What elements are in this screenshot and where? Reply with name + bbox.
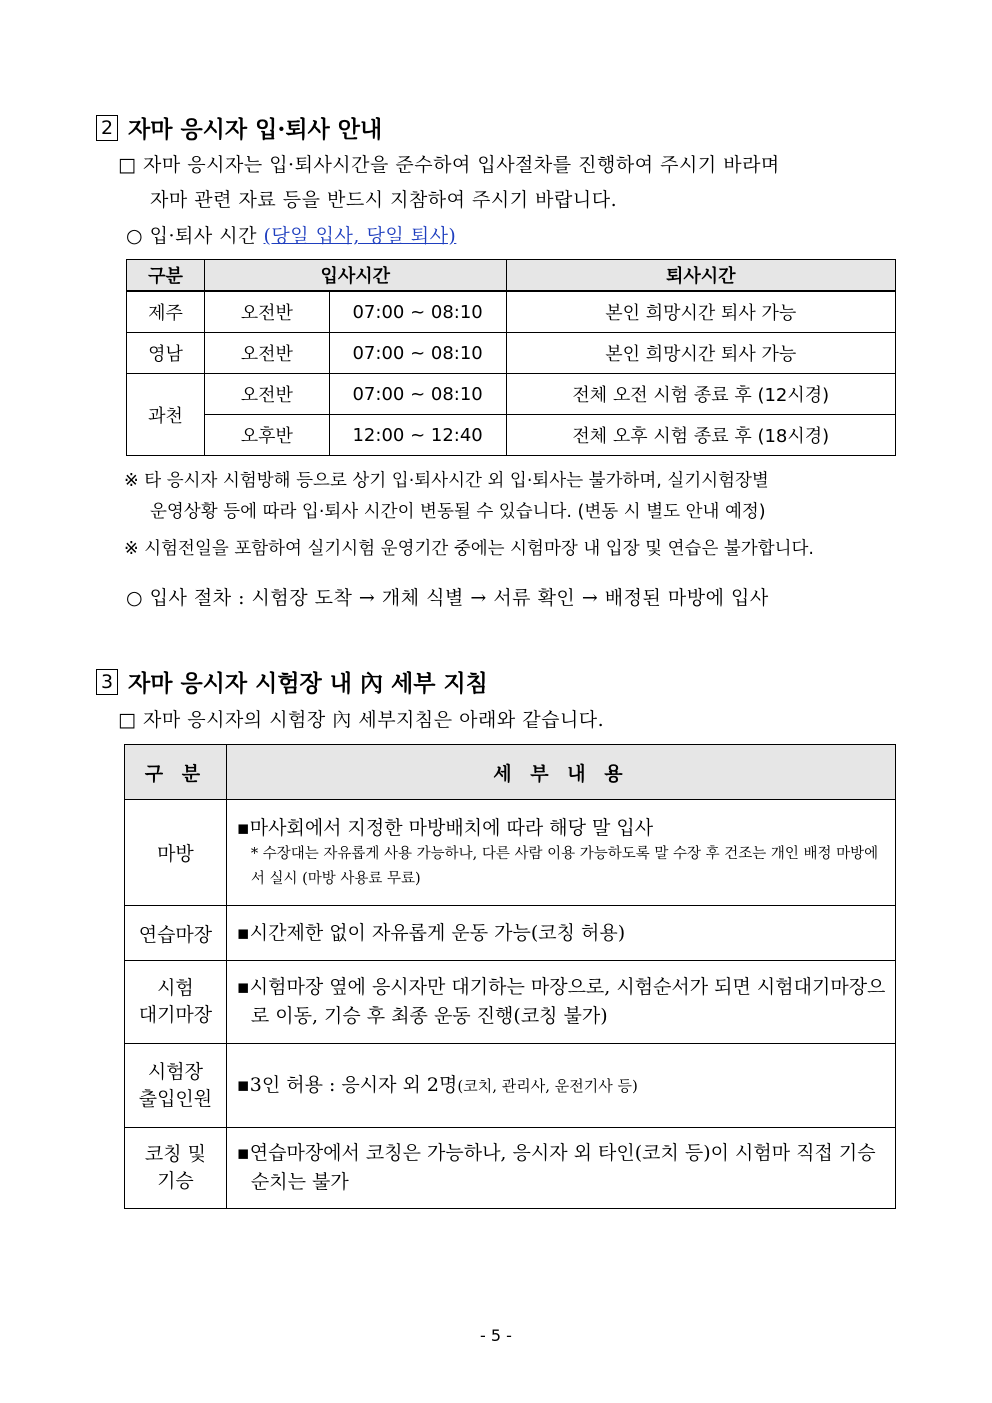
note-2: ※ 시험전일을 포함하여 실기시험 운영기간 중에는 시험마장 내 입장 및 연습은 불가합니다. [124,539,814,559]
category-cell [125,906,227,961]
category-cell [125,961,227,1044]
table-row [125,800,896,906]
entry-time-cell: 07:00 ~ 08:10 [329,291,506,333]
section-number-box: 2 [96,115,118,141]
table-row [125,961,896,1044]
category-cell [125,1044,227,1128]
detail-cell [226,800,895,906]
session-cell: 오전반 [204,333,329,374]
entry-time-link[interactable]: (당일 입사, 당일 퇴사) [263,225,457,247]
detail-text: ▪시간제한 없이 자유롭게 운동 가능(코칭 허용) [236,922,626,944]
section-2-para-line1: □ 자마 응시자는 입·퇴사시간을 준수하여 입사절차를 진행하여 주시기 바라며 [118,154,780,176]
region-cell: 제주 [127,291,205,333]
section-2-title: 자마 응시자 입·퇴사 안내 [128,116,383,143]
note-1-line1: ※ 타 응시자 시험방해 등으로 상기 입·퇴사시간 외 입·퇴사는 불가하며, 실기시험장별 [124,471,769,491]
table-header-cell: 세 부 내 용 [226,745,895,800]
section-3-heading [96,665,488,698]
category-label: 연습마장 [138,923,213,946]
entry-time-cell: 12:00 ~ 12:40 [329,415,506,456]
table-row [127,291,896,333]
section-3-title: 자마 응시자 시험장 내 內 세부 지침 [128,670,488,697]
table-row [125,906,896,961]
table-header-cell: 구 분 [125,745,227,800]
exit-time-cell: 본인 희망시간 퇴사 가능 [506,333,895,374]
category-cell [125,1128,227,1209]
session-cell: 오전반 [204,291,329,333]
entry-time-heading [126,221,456,248]
table-row [127,333,896,374]
section-3-intro: □ 자마 응시자의 시험장 內 세부지침은 아래와 같습니다. [118,709,605,731]
entry-time-label: ○ 입·퇴사 시간 [126,225,264,247]
table-row [125,1044,896,1128]
category-label: 기승 [157,1170,194,1192]
table-header-cell: 입사시간 [204,260,506,292]
entry-procedure: ○ 입사 절차 : 시험장 도착 → 개체 식별 → 서류 확인 → 배정된 마방에 입사 [126,587,769,609]
entry-exit-time-table [126,259,896,456]
table-header-row [127,260,896,292]
session-cell: 오전반 [204,374,329,415]
category-cell [125,800,227,906]
detail-cell [226,1044,895,1128]
section-2-para-line2: 자마 관련 자료 등을 반드시 지참하여 주시기 바랍니다. [150,189,618,211]
detail-text: ▪연습마장에서 코칭은 가능하나, 응시자 외 타인(코치 등)이 시험마 직접 기승순치는 불가 [236,1142,876,1193]
detail-subnote: * 수장대는 자유롭게 사용 가능하나, 다른 사람 이용 가능하도록 말 수장 후 건조는 개인 배정 마방에서 실시 (마방 사용료 무료) [250,845,879,887]
category-label: 코칭 및 [144,1143,206,1165]
note-1-line2: 운영상황 등에 따라 입·퇴사 시간이 변동될 수 있습니다. (변동 시 별도 안내 예정) [150,502,766,522]
detail-cell [226,906,895,961]
detail-cell [226,961,895,1044]
detail-text [237,1071,889,1100]
exit-time-cell: 전체 오전 시험 종료 후 (12시경) [506,374,895,415]
detail-small: (코치, 관리사, 운전기사 등) [457,1077,638,1095]
detail-text: ▪마사회에서 지정한 마방배치에 따라 해당 말 입사 [236,816,654,839]
region-cell: 과천 [127,374,205,456]
detail-text: ▪시험마장 옆에 응시자만 대기하는 마장으로, 시험순서가 되면 시험대기마장으로 이동, 기승 후 최종 운동 진행(코칭 불가) [236,976,886,1027]
entry-time-cell: 07:00 ~ 08:10 [329,333,506,374]
exit-time-cell: 전체 오후 시험 종료 후 (18시경) [506,415,895,456]
table-header-cell: 퇴사시간 [506,260,895,292]
table-row [125,1128,896,1209]
region-cell: 영남 [127,333,205,374]
category-label: 출입인원 [138,1087,213,1110]
table-row [127,374,896,415]
category-label: 마방 [157,843,194,865]
detail-cell [226,1128,895,1209]
section-number-box: 3 [96,669,118,695]
exit-time-cell: 본인 희망시간 퇴사 가능 [506,291,895,333]
table-row [127,415,896,456]
table-header-row [125,745,896,800]
table-header-cell: 구분 [127,260,205,292]
detail-main: ▪3인 허용 : 응시자 외 2명 [236,1074,458,1096]
session-cell: 오후반 [204,415,329,456]
page-number: - 5 - [480,1326,512,1345]
category-label: 대기마장 [138,1004,213,1026]
venue-guidelines-table [124,744,896,1209]
category-label: 시험 [157,977,194,999]
entry-time-cell: 07:00 ~ 08:10 [329,374,506,415]
section-2-heading [96,111,382,144]
category-label: 시험장 [147,1060,203,1083]
